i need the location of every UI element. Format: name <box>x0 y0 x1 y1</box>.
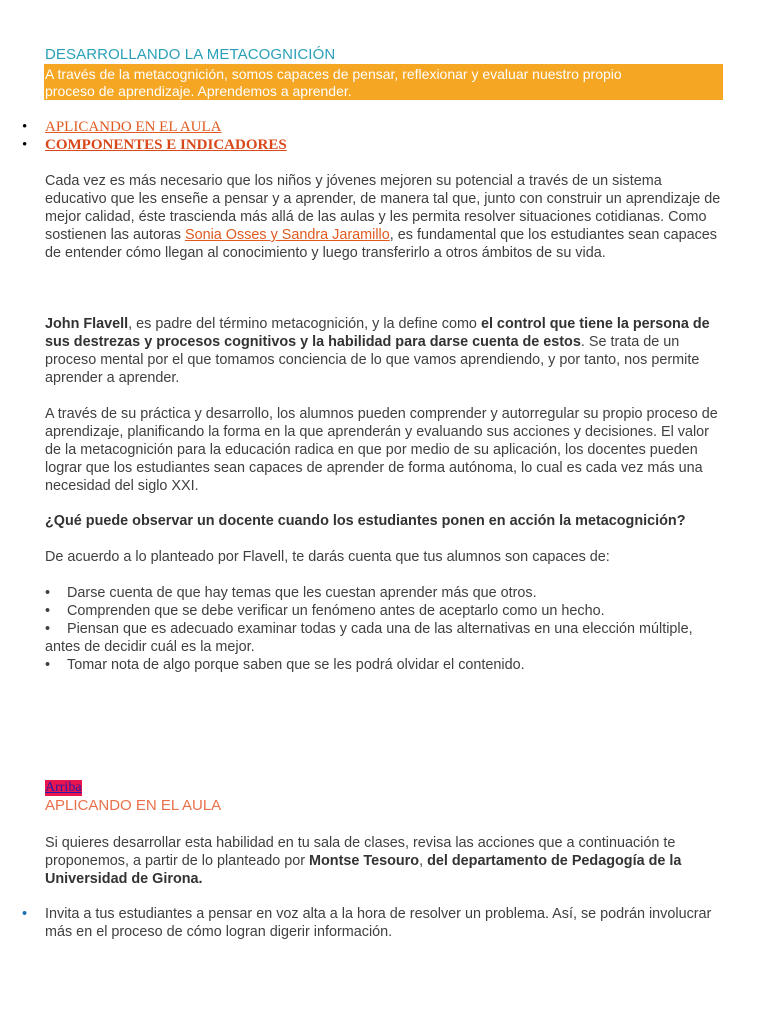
section-nav <box>0 118 287 154</box>
page-title: DESARROLLANDO LA METACOGNICIÓN <box>45 46 336 63</box>
list-item: • Darse cuenta de que hay temas que les cuestan aprender más que otros. <box>45 584 735 602</box>
list-item: • Piensan que es adecuado examinar todas y cada una de las alternativas en una elección múltiple, antes de decidir cuál es la mejor. <box>45 620 735 656</box>
flavell-text-1: , es padre del término metacognición, y la define como <box>128 316 481 332</box>
banner-line-1: A través de la metacognición, somos capaces de pensar, reflexionar y evaluar nuestro propio <box>45 66 622 82</box>
intro-text-b: , es fundamental que los estudiantes sean capaces de entender cómo llegan al conocimiento y luego transferirlo a otros ámbitos de su vida. <box>45 227 717 261</box>
intro-paragraph <box>45 172 725 262</box>
practice-paragraph: A través de su práctica y desarrollo, los alumnos pueden comprender y autorregular su propio proceso de aprendizaje, planificando la forma en la que aprenderán y evaluando sus acciones y decisiones. El valor de la metacognición para la educación radica en que por medio de su aplicación, los docentes pueden lograr que los estudiantes sean capaces de aprender de forma autónoma, lo cual es cada vez más una necesidad del siglo XXI. <box>45 406 718 494</box>
question-heading: ¿Qué puede observar un docente cuando los estudiantes ponen en acción la metacognición? <box>45 513 686 529</box>
question-lead: De acuerdo a lo planteado por Flavell, te darás cuenta que tus alumnos son capaces de: <box>45 549 610 565</box>
list-item: • Tomar nota de algo porque saben que se les podrá olvidar el contenido. <box>45 656 735 674</box>
nav-item-aplicando <box>0 118 287 136</box>
section2-text: Si quieres desarrollar esta habilidad en tu sala de clases, revisa las acciones que a continuación te proponemos, a partir de lo planteado por <box>45 835 676 869</box>
flavell-definition: el control que tiene la persona de sus destrezas y procesos cognitivos y la habilidad para darse cuenta de estos <box>45 316 710 350</box>
intro-banner <box>44 64 723 100</box>
nav-link-componentes[interactable]: COMPONENTES E INDICADORES <box>45 137 287 153</box>
list-item-continuation: antes de decidir cuál es la mejor. <box>45 639 255 655</box>
intro-text-a: Cada vez es más necesario que los niños y jóvenes mejoren su potencial a través de un sistema educativo que les enseñe a pensar y a aprender, de manera tal que, junto con construir un aprendizaje de mejor calidad, éste trascienda más allá de las aulas y les permita resolver situaciones cotidianas. Como sostienen las autoras <box>45 173 721 243</box>
actions-list <box>0 905 735 941</box>
section2-intro <box>45 834 725 888</box>
arriba-link[interactable]: Arriba <box>45 780 82 795</box>
banner-line-2: proceso de aprendizaje. Aprendemos a aprender. <box>45 83 352 99</box>
authors-link[interactable]: Sonia Osses y Sandra Jaramillo <box>185 227 390 243</box>
section2-sep: , <box>419 853 428 869</box>
nav-link-aplicando[interactable]: APLICANDO EN EL AULA <box>45 119 222 135</box>
capacities-list <box>45 584 735 674</box>
list-item: • Invita a tus estudiantes a pensar en voz alta a la hora de resolver un problema. Así, se podrán involucrar más en el proceso de cómo logran digerir información. <box>0 905 735 941</box>
flavell-paragraph <box>45 315 725 387</box>
flavell-name: John Flavell <box>45 316 129 332</box>
tesouro-name: Montse Tesouro <box>309 853 420 869</box>
nav-item-componentes <box>0 136 287 154</box>
flavell-text-2: . Se trata de un proceso mental por el que tomamos conciencia de lo que vamos aprendiendo, y por tanto, nos permite aprender a aprender. <box>45 334 700 386</box>
section-title-aplicando: APLICANDO EN EL AULA <box>45 797 222 814</box>
list-item: • Comprenden que se debe verificar un fenómeno antes de aceptarlo como un hecho. <box>45 602 735 620</box>
girona-affiliation: del departamento de Pedagogía de la Universidad de Girona. <box>45 853 682 887</box>
